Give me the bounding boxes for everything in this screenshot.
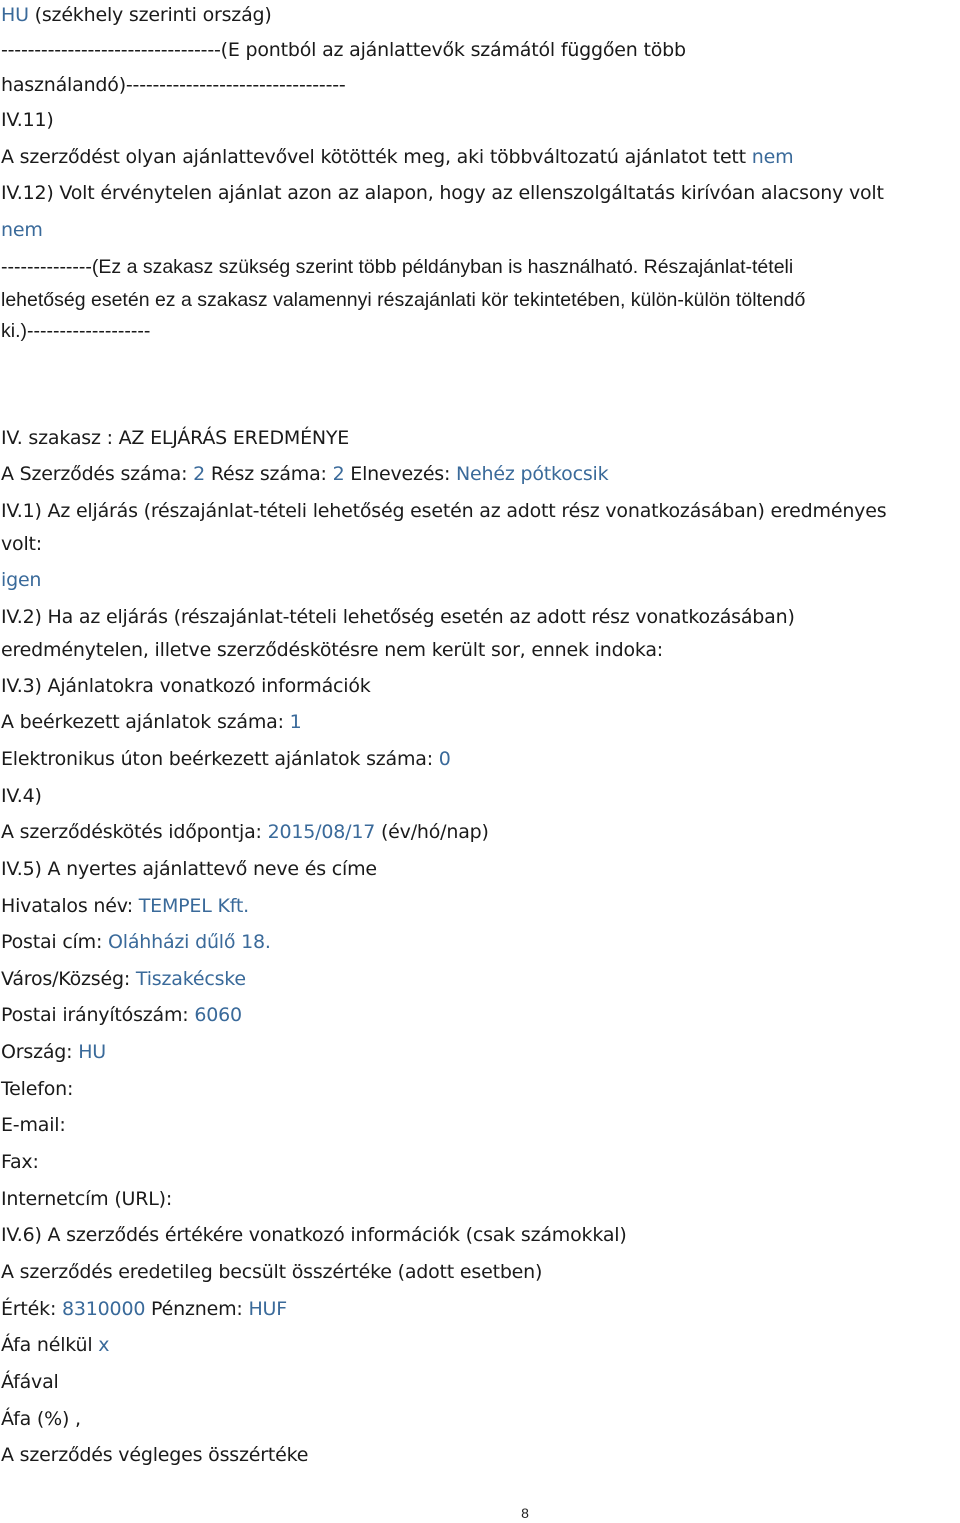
- electronic-offers-value: 0: [438, 748, 451, 770]
- part-name-label: Elnevezés:: [344, 463, 457, 485]
- without-vat-label: Áfa nélkül: [1, 1334, 99, 1356]
- without-vat-line: [1, 1332, 109, 1358]
- offers-count-value: 1: [289, 711, 302, 733]
- value-line: [1, 1296, 287, 1322]
- postal-address-label: Postai cím:: [1, 931, 108, 953]
- section-iv6-heading: IV.6) A szerződés értékére vonatkozó információk (csak számokkal): [1, 1224, 627, 1246]
- offers-count-line: [1, 709, 302, 735]
- section-iv1-line-1: IV.1) Az eljárás (részajánlat-tételi lehetőség esetén az adott rész vonatkozásában) eredményes: [1, 500, 887, 522]
- without-vat-mark: x: [98, 1334, 110, 1356]
- multi-variant-offer-line: [1, 144, 793, 170]
- zip-line: [1, 1002, 242, 1028]
- with-vat-label: Áfával: [1, 1371, 59, 1393]
- contract-date-line: [1, 819, 489, 845]
- winner-country-line: [1, 1039, 106, 1065]
- part-number-value: 2: [332, 463, 345, 485]
- section-iv1-line-2: volt:: [1, 533, 42, 555]
- country-label: (székhely szerinti ország): [28, 4, 272, 26]
- city-label: Város/Község:: [1, 968, 136, 990]
- repeat-note-line-2: lehetőség esetén ez a szakasz valamennyi részajánlati kör tekintetében, külön-külön töltendő: [1, 289, 806, 311]
- contract-date-label: A szerződéskötés időpontja:: [1, 821, 268, 843]
- phone-label: Telefon:: [1, 1078, 74, 1100]
- separator-note-line-2: használandó)---------------------------------: [1, 74, 346, 96]
- original-value-label: A szerződés eredetileg becsült összértéke (adott esetben): [1, 1261, 543, 1283]
- vat-percent-label: Áfa (%) ,: [1, 1408, 81, 1430]
- section-iv2-line-1: IV.2) Ha az eljárás (részajánlat-tételi lehetőség esetén az adott rész vonatkozásában): [1, 606, 795, 628]
- zip-label: Postai irányítószám:: [1, 1004, 195, 1026]
- contract-number-value: 2: [193, 463, 206, 485]
- repeat-note-line-1: --------------(Ez a szakasz szükség szerint több példányban is használható. Részajánlat-tételi: [1, 256, 794, 278]
- electronic-offers-line: [1, 746, 451, 772]
- electronic-offers-label: Elektronikus úton beérkezett ajánlatok száma:: [1, 748, 439, 770]
- offers-count-label: A beérkezett ajánlatok száma:: [1, 711, 290, 733]
- email-label: E-mail:: [1, 1114, 66, 1136]
- official-name-line: [1, 893, 249, 919]
- winner-country-label: Ország:: [1, 1041, 79, 1063]
- currency-label: Pénznem:: [145, 1298, 249, 1320]
- url-label: Internetcím (URL):: [1, 1188, 173, 1210]
- contract-number-label: A Szerződés száma:: [1, 463, 194, 485]
- section-iv12-heading: IV.12) Volt érvénytelen ajánlat azon az alapon, hogy az ellenszolgáltatás kirívóan alacsony volt: [1, 182, 884, 204]
- country-code: HU: [1, 4, 29, 26]
- official-name-value: TEMPEL Kft.: [138, 895, 249, 917]
- multi-variant-offer-label: A szerződést olyan ajánlattevővel kötötték meg, aki többváltozatú ajánlatot tett: [1, 146, 752, 168]
- postal-address-value: Oláhházi dűlő 18.: [108, 931, 271, 953]
- section-iv2-line-2: eredménytelen, illetve szerződéskötésre nem került sor, ennek indoka:: [1, 639, 663, 661]
- final-value-label: A szerződés végleges összértéke: [1, 1444, 309, 1466]
- contract-info-line: [1, 461, 608, 487]
- part-name-value: Nehéz pótkocsik: [456, 463, 609, 485]
- section-iv4-heading: IV.4): [1, 785, 42, 807]
- contract-date-value: 2015/08/17: [267, 821, 376, 843]
- official-name-label: Hivatalos név:: [1, 895, 139, 917]
- city-line: [1, 966, 246, 992]
- multi-variant-offer-value: nem: [751, 146, 794, 168]
- contract-date-format: (év/hó/nap): [375, 821, 489, 843]
- city-value: Tiszakécske: [135, 968, 246, 990]
- fax-label: Fax:: [1, 1151, 39, 1173]
- zip-value: 6060: [194, 1004, 242, 1026]
- section-iv11-heading: IV.11): [1, 109, 54, 131]
- winner-country-value: HU: [78, 1041, 106, 1063]
- page-number: 8: [521, 1505, 529, 1521]
- value-label: Érték:: [1, 1298, 62, 1320]
- iv12-value: nem: [1, 219, 43, 241]
- section-iv3-heading: IV.3) Ajánlatokra vonatkozó információk: [1, 675, 371, 697]
- value-amount: 8310000: [62, 1298, 146, 1320]
- country-line: [1, 2, 272, 28]
- postal-address-line: [1, 929, 271, 955]
- section-title: IV. szakasz : AZ ELJÁRÁS EREDMÉNYE: [1, 427, 350, 449]
- section-iv5-heading: IV.5) A nyertes ajánlattevő neve és címe: [1, 858, 377, 880]
- iv1-value: igen: [1, 569, 42, 591]
- part-number-label: Rész száma:: [205, 463, 333, 485]
- separator-note-line-1: ---------------------------------(E pontból az ajánlattevők számától függően több: [1, 39, 686, 61]
- repeat-note-line-3: ki.)-------------------: [1, 320, 151, 342]
- currency-value: HUF: [248, 1298, 287, 1320]
